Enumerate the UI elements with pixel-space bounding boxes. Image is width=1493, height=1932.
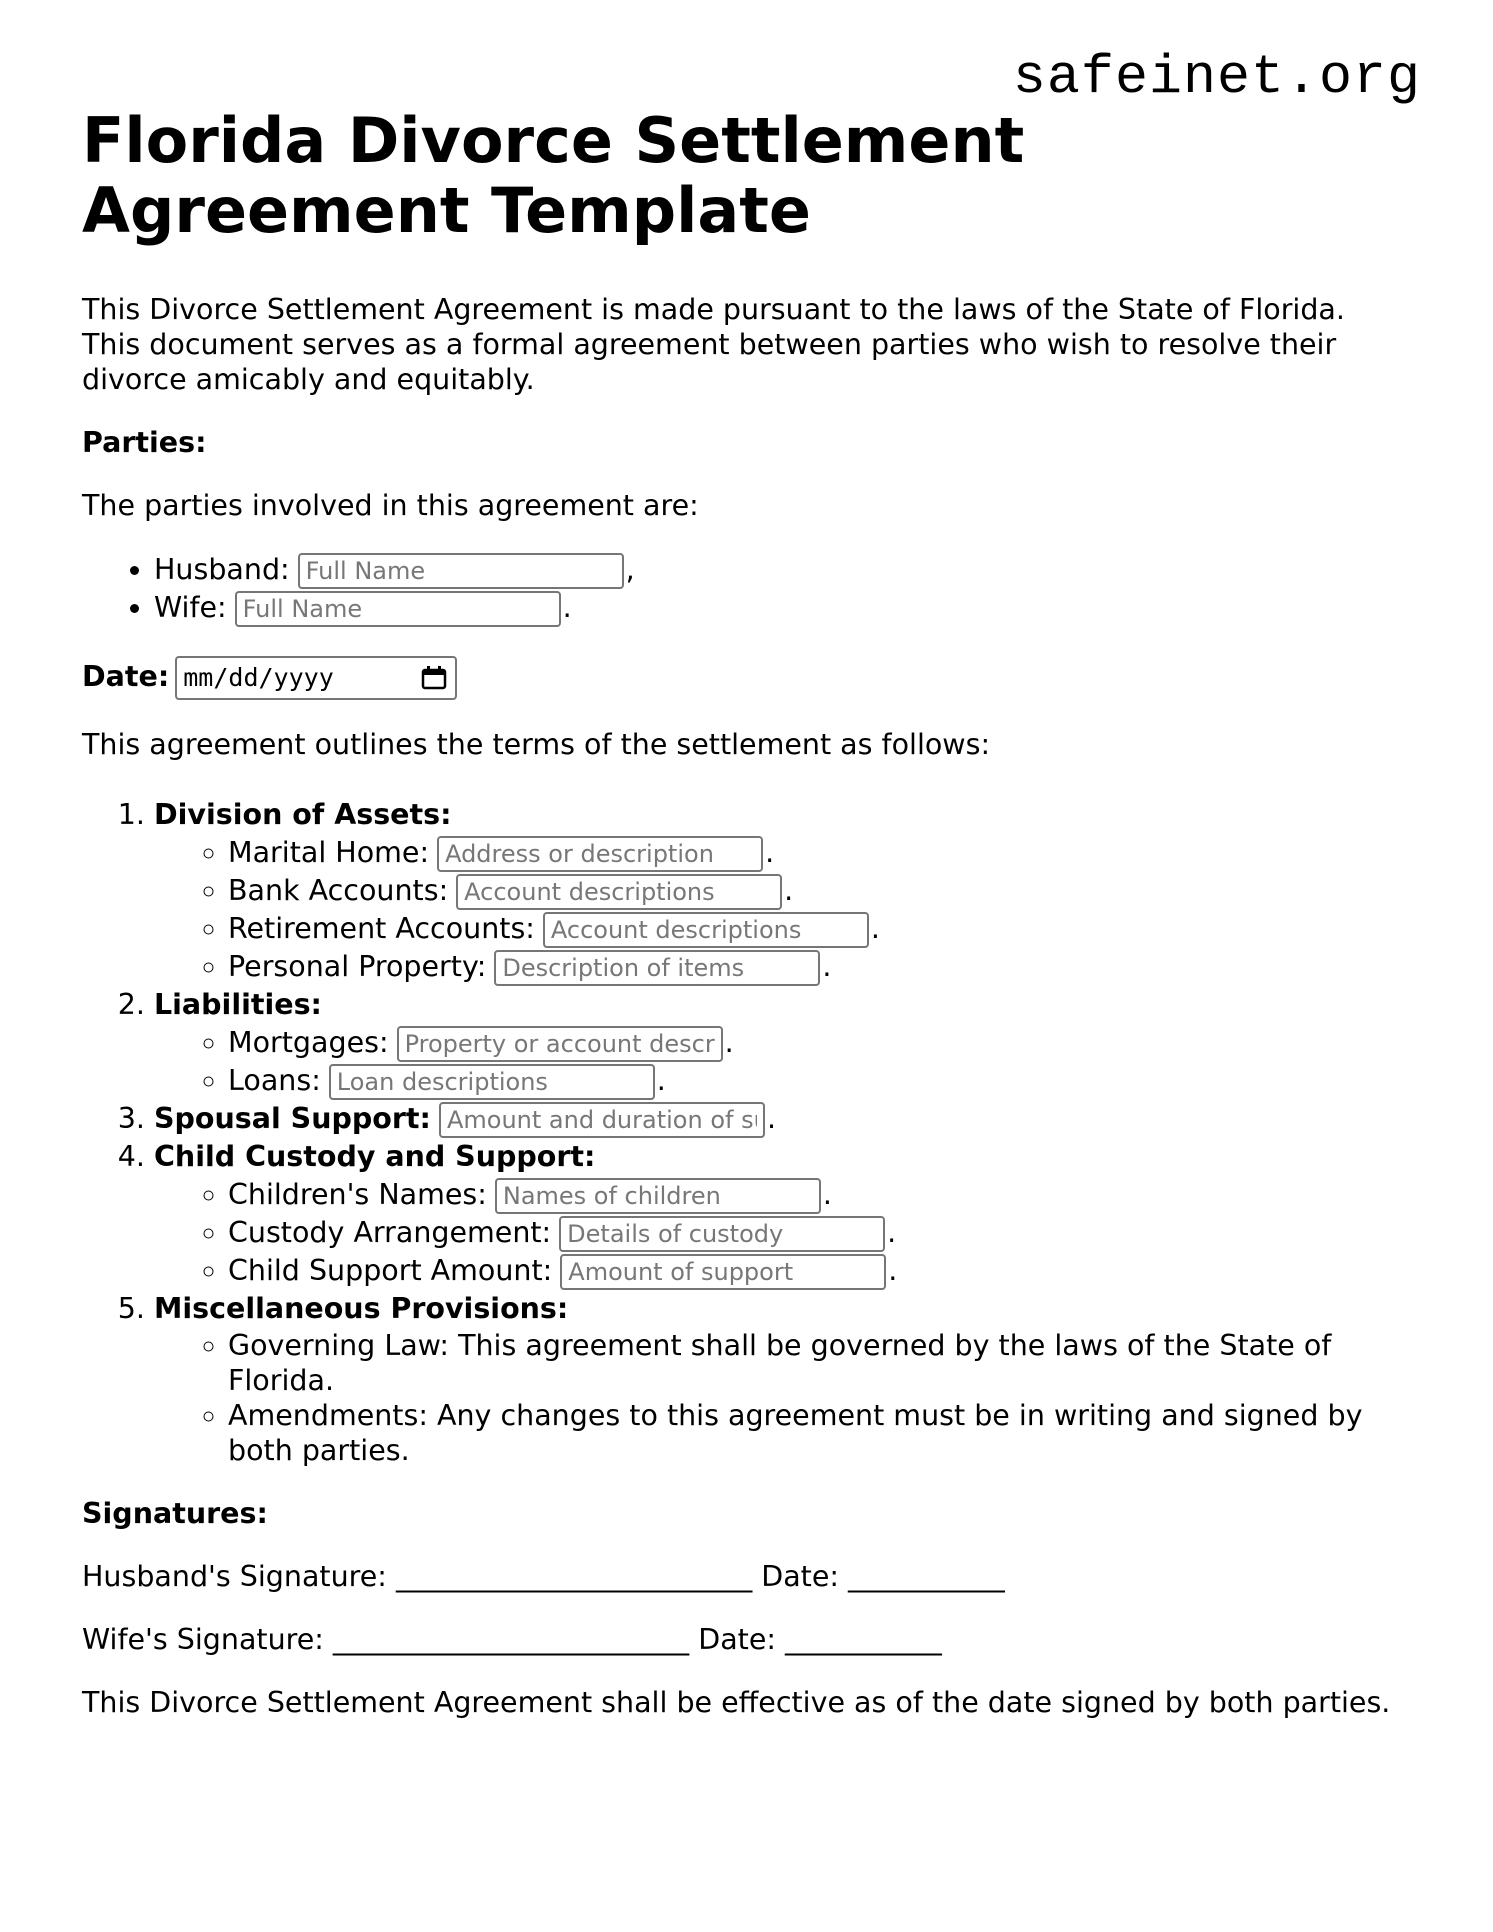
assets-list [154,834,1412,986]
parties-lead: The parties involved in this agreement are: [82,489,699,522]
husband-label: Husband: [154,553,290,586]
terms-item-misc [154,1290,1412,1468]
custody-input[interactable] [559,1216,885,1252]
husband-signature-line: Husband's Signature: _________________________ Date: ___________ [82,1560,1005,1593]
wife-signature-line: Wife's Signature: _________________________ Date: ___________ [82,1623,942,1656]
signatures-heading: Signatures: [82,1497,268,1530]
children-names-label: Children's Names: [228,1178,487,1211]
watermark: safeinet.org [1012,46,1421,109]
retirement-accounts-label: Retirement Accounts: [228,912,535,945]
list-item [154,589,1412,627]
list-item: ◦ Children's Names:Names of children . [228,1176,1412,1214]
terms-item-spousal-support: 3. Spousal Support:Amount and duration of support . [154,1100,1412,1138]
terms-lead: This agreement outlines the terms of the settlement as follows: [82,728,991,761]
mortgages-label: Mortgages: [228,1026,389,1059]
list-item: ◦ Marital Home:Address or description . [228,834,1412,872]
misc-heading: Miscellaneous Provisions: [154,1292,569,1325]
wife-label: Wife: [154,591,227,624]
terms-list [82,796,1412,1468]
marital-home-input[interactable] [437,836,763,872]
child-support-input[interactable] [560,1254,886,1290]
personal-property-input[interactable] [494,950,820,986]
liabilities-list [154,1024,1412,1100]
personal-property-label: Personal Property: [228,950,487,983]
date-row [82,655,1412,699]
punctuation: . [562,591,572,624]
wife-name-input[interactable] [235,591,561,627]
misc-list [154,1328,1412,1468]
list-item: ◦ Retirement Accounts:Account descriptions . [228,910,1412,948]
parties-list [82,551,1412,627]
document-page [82,0,1412,1720]
children-names-input[interactable] [495,1178,821,1214]
punctuation: , [625,553,635,586]
list-item: ◦ Mortgages:Property or account descriptions . [228,1024,1412,1062]
bank-accounts-input[interactable] [456,874,782,910]
date-input[interactable] [175,656,457,700]
parties-heading: Parties: [82,426,207,459]
amendments-item: ◦ Amendments: Any changes to this agreement must be in writing and signed by both parties. [228,1398,1412,1468]
assets-heading: Division of Assets: [154,798,452,831]
terms-item-assets [154,796,1412,986]
terms-item-child [154,1138,1412,1290]
page-title: Florida Divorce Settlement Agreement Template [82,104,1025,247]
marital-home-label: Marital Home: [228,836,430,869]
spousal-support-input[interactable] [439,1102,765,1138]
retirement-accounts-input[interactable] [543,912,869,948]
loans-label: Loans: [228,1064,321,1097]
intro-paragraph: This Divorce Settlement Agreement is made pursuant to the laws of the State of Florida. This document serves as a formal agreement between parties who wish to resolve their divorce amicably and equitably. [82,293,1345,396]
terms-item-liabilities [154,986,1412,1100]
husband-name-input[interactable] [298,553,624,589]
list-item: ◦ Bank Accounts:Account descriptions . [228,872,1412,910]
list-item: ◦ Loans:Loan descriptions . [228,1062,1412,1100]
child-heading: Child Custody and Support: [154,1140,596,1173]
custody-label: Custody Arrangement: [228,1216,552,1249]
child-list [154,1176,1412,1290]
loans-input[interactable] [329,1064,655,1100]
list-item: ◦ Child Support Amount:Amount of support . [228,1252,1412,1290]
list-item: ◦ Personal Property:Description of items . [228,948,1412,986]
closing-paragraph: This Divorce Settlement Agreement shall be effective as of the date signed by both parties. [82,1686,1391,1719]
governing-law-item: ◦ Governing Law: This agreement shall be governed by the laws of the State of Florida. [228,1328,1412,1398]
liabilities-heading: Liabilities: [154,988,322,1021]
list-item: ◦ Custody Arrangement:Details of custody . [228,1214,1412,1252]
list-item [154,551,1412,589]
bank-accounts-label: Bank Accounts: [228,874,449,907]
date-placeholder: mm/dd/yyyy [183,663,334,692]
spousal-support-heading: Spousal Support: [154,1102,431,1135]
date-label: Date: [82,660,170,693]
calendar-icon[interactable] [421,666,447,690]
mortgages-input[interactable] [397,1026,723,1062]
child-support-label: Child Support Amount: [228,1254,553,1287]
